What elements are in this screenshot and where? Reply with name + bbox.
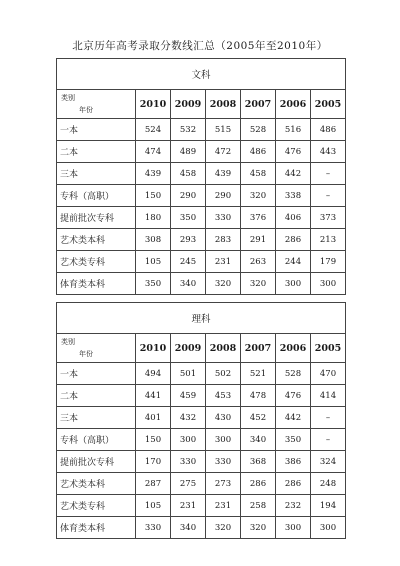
score-cell: 489 xyxy=(171,141,206,163)
score-cell: 320 xyxy=(241,273,276,295)
table-row xyxy=(57,473,346,495)
table-row xyxy=(57,495,346,517)
year-header: 2010 xyxy=(136,90,171,119)
category-cell: 体育类本科 xyxy=(57,517,136,539)
score-cell: 290 xyxy=(171,185,206,207)
category-cell: 艺术类专科 xyxy=(57,251,136,273)
score-cell: 300 xyxy=(171,429,206,451)
category-cell: 艺术类本科 xyxy=(57,229,136,251)
score-cell: 330 xyxy=(171,451,206,473)
table-row xyxy=(57,207,346,229)
score-cell: 439 xyxy=(136,163,171,185)
table-row xyxy=(57,229,346,251)
score-cell: 300 xyxy=(206,429,241,451)
score-cell: 300 xyxy=(311,517,346,539)
category-cell: 艺术类本科 xyxy=(57,473,136,495)
score-cell: 283 xyxy=(206,229,241,251)
score-cell: 439 xyxy=(206,163,241,185)
score-cell: 350 xyxy=(136,273,171,295)
score-cell: 373 xyxy=(311,207,346,229)
table-row xyxy=(57,429,346,451)
score-cell: 515 xyxy=(206,119,241,141)
score-cell: 213 xyxy=(311,229,346,251)
score-cell: – xyxy=(311,185,346,207)
year-header: 2007 xyxy=(241,334,276,363)
score-cell: 231 xyxy=(171,495,206,517)
category-cell: 体育类本科 xyxy=(57,273,136,295)
score-cell: 472 xyxy=(206,141,241,163)
table-row xyxy=(57,517,346,539)
score-cell: 338 xyxy=(276,185,311,207)
score-cell: 528 xyxy=(241,119,276,141)
category-cell: 一本 xyxy=(57,119,136,141)
score-cell: 286 xyxy=(276,473,311,495)
score-cell: 105 xyxy=(136,251,171,273)
table-row xyxy=(57,363,346,385)
score-cell: 486 xyxy=(241,141,276,163)
year-header: 2008 xyxy=(206,334,241,363)
score-cell: 486 xyxy=(311,119,346,141)
year-header: 2010 xyxy=(136,334,171,363)
score-cell: 330 xyxy=(136,517,171,539)
score-cell: 516 xyxy=(276,119,311,141)
science-caption-row xyxy=(57,303,346,334)
corner-year-label: 年份 xyxy=(79,106,93,114)
table-row xyxy=(57,273,346,295)
corner-header-cell xyxy=(57,334,136,363)
corner-category-label: 类别 xyxy=(61,338,75,346)
arts-score-table xyxy=(56,58,346,295)
year-header: 2005 xyxy=(311,90,346,119)
score-cell: 386 xyxy=(276,451,311,473)
table-row xyxy=(57,451,346,473)
score-cell: 320 xyxy=(206,273,241,295)
year-header: 2009 xyxy=(171,90,206,119)
corner-header-cell xyxy=(57,90,136,119)
category-cell: 二本 xyxy=(57,141,136,163)
score-cell: 320 xyxy=(206,517,241,539)
score-cell: 368 xyxy=(241,451,276,473)
score-cell: 430 xyxy=(206,407,241,429)
score-cell: – xyxy=(311,429,346,451)
score-cell: 275 xyxy=(171,473,206,495)
score-cell: 291 xyxy=(241,229,276,251)
category-cell: 艺术类专科 xyxy=(57,495,136,517)
year-header: 2007 xyxy=(241,90,276,119)
score-cell: – xyxy=(311,163,346,185)
arts-caption-row xyxy=(57,59,346,90)
category-cell: 提前批次专科 xyxy=(57,451,136,473)
score-cell: 300 xyxy=(311,273,346,295)
table-row xyxy=(57,141,346,163)
score-cell: 105 xyxy=(136,495,171,517)
score-cell: 476 xyxy=(276,385,311,407)
score-cell: 458 xyxy=(171,163,206,185)
score-cell: 330 xyxy=(206,207,241,229)
score-cell: 502 xyxy=(206,363,241,385)
score-cell: 194 xyxy=(311,495,346,517)
table-row xyxy=(57,385,346,407)
score-cell: 414 xyxy=(311,385,346,407)
score-cell: 170 xyxy=(136,451,171,473)
score-cell: 458 xyxy=(241,163,276,185)
score-cell: 340 xyxy=(171,273,206,295)
year-header: 2006 xyxy=(276,90,311,119)
category-cell: 二本 xyxy=(57,385,136,407)
score-cell: 501 xyxy=(171,363,206,385)
score-cell: 470 xyxy=(311,363,346,385)
score-cell: 350 xyxy=(171,207,206,229)
arts-header-row xyxy=(57,90,346,119)
table-row xyxy=(57,251,346,273)
score-cell: 532 xyxy=(171,119,206,141)
score-cell: 443 xyxy=(311,141,346,163)
score-cell: 258 xyxy=(241,495,276,517)
document-title: 北京历年高考录取分数线汇总（2005年至2010年） xyxy=(72,40,328,52)
score-cell: 474 xyxy=(136,141,171,163)
score-cell: 376 xyxy=(241,207,276,229)
category-cell: 专科（高职） xyxy=(57,429,136,451)
score-cell: 524 xyxy=(136,119,171,141)
score-cell: 528 xyxy=(276,363,311,385)
score-cell: 286 xyxy=(241,473,276,495)
score-cell: 324 xyxy=(311,451,346,473)
score-cell: 300 xyxy=(276,517,311,539)
score-cell: 286 xyxy=(276,229,311,251)
category-cell: 一本 xyxy=(57,363,136,385)
year-header: 2005 xyxy=(311,334,346,363)
year-header: 2008 xyxy=(206,90,241,119)
score-cell: 231 xyxy=(206,251,241,273)
year-header: 2006 xyxy=(276,334,311,363)
table-row xyxy=(57,119,346,141)
category-cell: 提前批次专科 xyxy=(57,207,136,229)
category-cell: 三本 xyxy=(57,163,136,185)
score-cell: 442 xyxy=(276,407,311,429)
score-cell: 245 xyxy=(171,251,206,273)
score-cell: 244 xyxy=(276,251,311,273)
score-cell: 340 xyxy=(241,429,276,451)
score-cell: 340 xyxy=(171,517,206,539)
score-cell: 180 xyxy=(136,207,171,229)
score-cell: 248 xyxy=(311,473,346,495)
score-cell: 350 xyxy=(276,429,311,451)
score-cell: 494 xyxy=(136,363,171,385)
score-cell: 231 xyxy=(206,495,241,517)
corner-category-label: 类别 xyxy=(61,94,75,102)
category-cell: 三本 xyxy=(57,407,136,429)
score-cell: 406 xyxy=(276,207,311,229)
category-cell: 专科（高职） xyxy=(57,185,136,207)
score-cell: 476 xyxy=(276,141,311,163)
science-caption: 理科 xyxy=(57,303,346,334)
table-row xyxy=(57,163,346,185)
score-cell: 179 xyxy=(311,251,346,273)
science-score-table xyxy=(56,302,346,539)
score-cell: 293 xyxy=(171,229,206,251)
score-cell: 273 xyxy=(206,473,241,495)
table-row xyxy=(57,407,346,429)
score-cell: 308 xyxy=(136,229,171,251)
table-row xyxy=(57,185,346,207)
arts-caption: 文科 xyxy=(57,59,346,90)
score-cell: 459 xyxy=(171,385,206,407)
score-cell: 320 xyxy=(241,185,276,207)
score-cell: 330 xyxy=(206,451,241,473)
score-cell: 441 xyxy=(136,385,171,407)
score-cell: 300 xyxy=(276,273,311,295)
score-cell: 521 xyxy=(241,363,276,385)
score-cell: 150 xyxy=(136,429,171,451)
score-cell: 442 xyxy=(276,163,311,185)
score-cell: 290 xyxy=(206,185,241,207)
score-cell: 263 xyxy=(241,251,276,273)
score-cell: – xyxy=(311,407,346,429)
score-cell: 287 xyxy=(136,473,171,495)
score-cell: 432 xyxy=(171,407,206,429)
score-cell: 232 xyxy=(276,495,311,517)
score-cell: 478 xyxy=(241,385,276,407)
score-cell: 320 xyxy=(241,517,276,539)
corner-year-label: 年份 xyxy=(79,350,93,358)
year-header: 2009 xyxy=(171,334,206,363)
score-cell: 150 xyxy=(136,185,171,207)
score-cell: 452 xyxy=(241,407,276,429)
science-header-row xyxy=(57,334,346,363)
score-cell: 453 xyxy=(206,385,241,407)
score-cell: 401 xyxy=(136,407,171,429)
